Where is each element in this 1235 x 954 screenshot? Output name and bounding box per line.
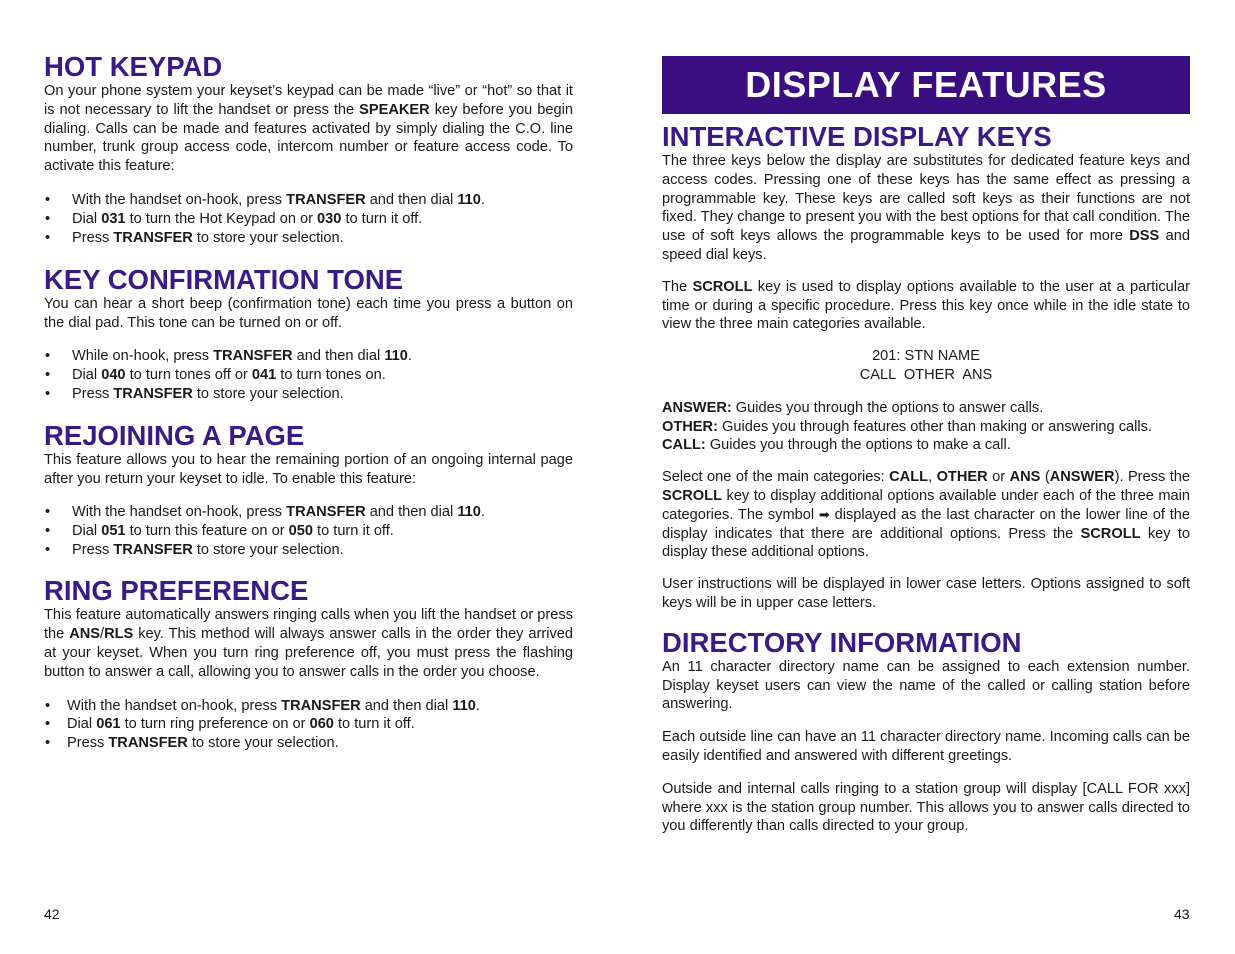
section-heading-rejoining-a-page: REJOINING A PAGE — [44, 420, 305, 452]
display-line-2: CALL OTHER ANS — [859, 366, 993, 383]
list-item: • Dial 031 to turn the Hot Keypad on or 030 to turn it off. — [44, 210, 573, 229]
hot-keypad-steps — [44, 191, 573, 247]
interactive-keys-p3: Select one of the main categories: CALL, OTHER or ANS (ANSWER). Press the SCROLL key to display additional options available under each of the three main categories. The symbol ➡ displayed as the last character on the lower line of the display indicates that there are additional options. Press the SCROLL key to display these additional options. — [662, 469, 1191, 561]
list-item: • Dial 051 to turn this feature on or 050 to turn it off. — [44, 522, 573, 541]
list-item: • While on-hook, press TRANSFER and then dial 110. — [44, 347, 573, 366]
rejoining-intro: This feature allows you to hear the remaining portion of an ongoing internal page after you return your keyset to idle. To enable this feature: — [44, 452, 573, 488]
hot-keypad-intro: On your phone system your keyset’s keypad can be made “live” or “hot” so that it is not necessary to lift the handset or press the SPEAKER key before you begin dialing. Calls can be made and features activated by simply dialing the C.O. line number, trunk group access code, intercom number or feature access code. To activate this feature: — [44, 83, 573, 175]
list-item: • Dial 061 to turn ring preference on or 060 to turn it off. — [44, 715, 573, 734]
answer-definition: ANSWER: Guides you through the options to answer calls. — [662, 399, 1044, 416]
interactive-keys-p4: User instructions will be displayed in lower case letters. Options assigned to soft keys will be in upper case letters. — [662, 576, 1190, 611]
interactive-keys-p1: The three keys below the display are substitutes for dedicated feature keys and access codes. Pressing one of these keys has the same effect as pressing a programmable key. These keys are called soft keys as their functions are not fixed. They change to present you with the best options for that call condition. The use of soft keys allows the programmable keys to be used for more DSS and speed dial keys. — [662, 153, 1190, 263]
list-item: • Press TRANSFER to store your selection. — [44, 229, 573, 248]
directory-p1: An 11 character directory name can be assigned to each extension number. Display keyset users can view the name of the called or calling station before answering. — [662, 658, 1190, 713]
section-heading-interactive-display-keys: INTERACTIVE DISPLAY KEYS — [662, 121, 1052, 152]
list-item: • With the handset on-hook, press TRANSFER and then dial 110. — [44, 503, 573, 522]
key-confirmation-steps — [44, 347, 573, 403]
section-heading-directory-information: DIRECTORY INFORMATION — [662, 626, 1022, 658]
right-page — [662, 120, 1190, 836]
directory-p3: Outside and internal calls ringing to a station group will display [CALL FOR xxx] where xxx is the station group number. This allows you to answer calls directed to you differently than calls directed to your group. — [662, 780, 1190, 835]
section-heading-key-confirmation-tone: KEY CONFIRMATION TONE — [44, 264, 404, 296]
chapter-banner: DISPLAY FEATURES — [662, 56, 1190, 114]
section-heading-ring-preference: RING PREFERENCE — [44, 575, 309, 607]
ring-preference-intro: This feature automatically answers ringing calls when you lift the handset or press the ANS/RLS key. This method will always answer calls in the order they arrived at your keyset. When you turn ring preference off, you must press the flashing button to answer a call, allowing you to answer calls in the order you choose. — [44, 607, 574, 680]
section-heading-hot-keypad: HOT KEYPAD — [44, 51, 223, 82]
list-item: • Press TRANSFER to store your selection. — [44, 541, 573, 560]
list-item: • Press TRANSFER to store your selection. — [44, 385, 573, 404]
list-item: • Dial 040 to turn tones off or 041 to turn tones on. — [44, 366, 573, 385]
interactive-keys-p2: The SCROLL key is used to display options available to the user at a particular time or during a specific procedure. Press this key once while in the idle state to view the three main categories available. — [662, 278, 1191, 333]
page-number-right: 43 — [1174, 906, 1190, 922]
ring-preference-steps — [44, 697, 573, 753]
display-sample — [662, 347, 1190, 385]
left-page — [44, 0, 573, 753]
other-definition: OTHER: Guides you through features other than making or answering calls. — [662, 418, 1152, 435]
list-item: • Press TRANSFER to store your selection. — [44, 734, 573, 753]
arrow-icon: ➡ — [818, 506, 830, 522]
list-item: • With the handset on-hook, press TRANSFER and then dial 110. — [44, 697, 573, 716]
key-confirmation-intro: You can hear a short beep (confirmation tone) each time you press a button on the dial pad. This tone can be turned on or off. — [44, 296, 573, 332]
rejoining-steps — [44, 503, 573, 559]
call-definition: CALL: Guides you through the options to make a call. — [662, 437, 1011, 454]
directory-p2: Each outside line can have an 11 character directory name. Incoming calls can be easily identified and answered with different greetings. — [662, 729, 1190, 764]
display-line-1: 201: STN NAME — [872, 348, 980, 365]
list-item: • With the handset on-hook, press TRANSFER and then dial 110. — [44, 191, 573, 210]
page-number-left: 42 — [44, 906, 60, 922]
